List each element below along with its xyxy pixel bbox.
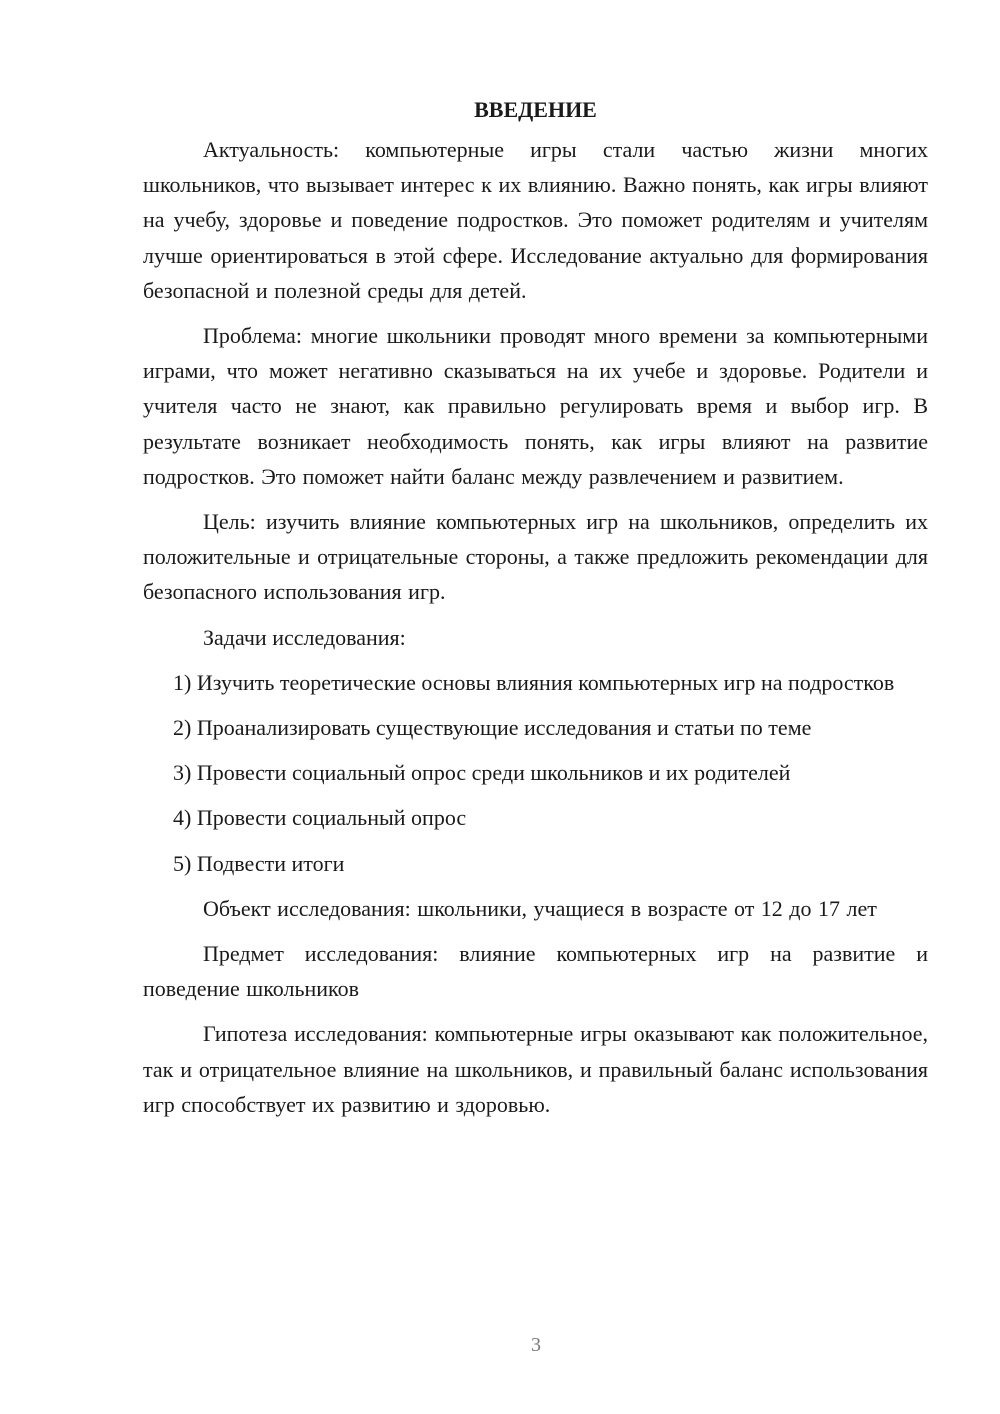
paragraph-subject: Предмет исследования: влияние компьютерных игр на развитие и поведение школьников [143,941,928,1002]
task-item-5: 5) Подвести итоги [173,850,345,876]
page-number: 3 [531,1334,541,1356]
paragraph-goal: Цель: изучить влияние компьютерных игр на школьников, определить их положительные и отрицательные стороны, а также предложить рекомендации для безопасного использования игр. [143,509,928,605]
section-heading: ВВЕДЕНИЕ [474,97,597,122]
paragraph-object: Объект исследования: школьники, учащиеся в возрасте от 12 до 17 лет [203,895,877,921]
tasks-label: Задачи исследования: [203,624,406,650]
task-list [143,665,928,881]
task-item-2: 2) Проанализировать существующие исследования и статьи по теме [173,715,812,741]
paragraph-problem: Проблема: многие школьники проводят много времени за компьютерными играми, что может негативно сказываться на их учебе и здоровье. Родители и учителя часто не знают, как правильно регулировать время и выбор игр. В результате возникает необходимость понять, как игры влияют на развитие подростков. Это поможет найти баланс между развлечением и развитием. [143,323,928,489]
task-item-1: 1) Изучить теоретические основы влияния компьютерных игр на подростков [173,669,895,695]
paragraph-hypothesis: Гипотеза исследования: компьютерные игры оказывают как положительное, так и отрицательное влияние на школьников, и правильный баланс использования игр способствует их развитию и здоровью. [143,1021,928,1117]
paragraph-relevance: Актуальность: компьютерные игры стали частью жизни многих школьников, что вызывает интерес к их влиянию. Важно понять, как игры влияют на учебу, здоровье и поведение подростков. Это поможет родителям и учителям лучше ориентироваться в этой сфере. Исследование актуально для формирования безопасной и полезной среды для детей. [143,137,928,303]
task-item-3: 3) Провести социальный опрос среди школьников и их родителей [173,760,791,786]
document-page [143,92,928,1132]
task-item-4: 4) Провести социальный опрос [173,805,467,831]
